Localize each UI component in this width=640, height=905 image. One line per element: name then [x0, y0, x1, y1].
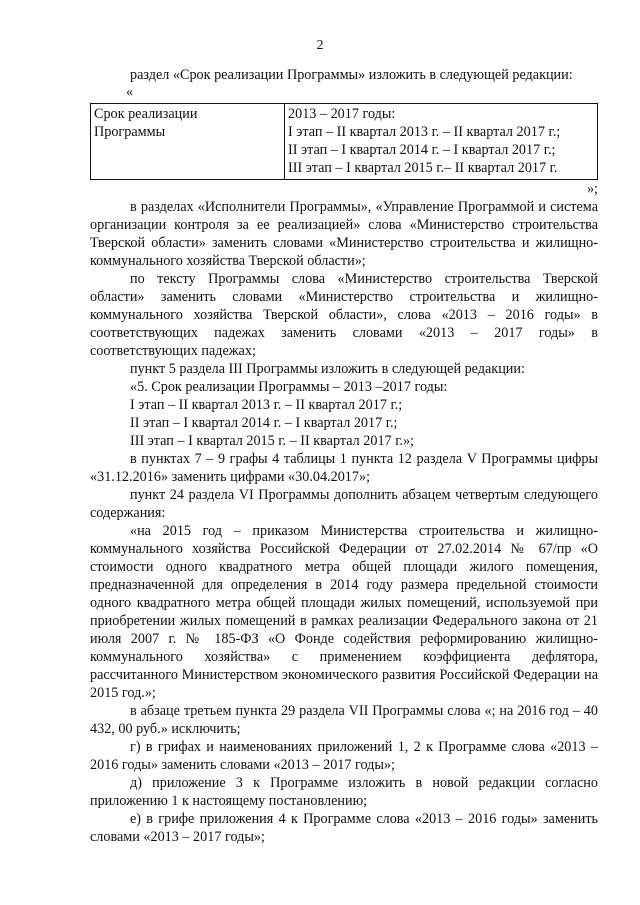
paragraph: III этап – I квартал 2015 г. – II квартал 2017 г.»;: [130, 433, 414, 449]
intro-paragraph: раздел «Срок реализации Программы» изложить в следующей редакции:: [130, 67, 573, 83]
label-line: Срок реализации: [94, 106, 198, 122]
value-line: II этап – I квартал 2014 г. – I квартал 2017 г.;: [288, 142, 556, 158]
program-term-table: [90, 103, 598, 180]
value-line: 2013 – 2017 годы:: [288, 106, 396, 122]
paragraph: «на 2015 год – приказом Министерства строительства и жилищно-коммунального хозяйства Российской Федерации от 27.02.2014 № 67/пр «О стоимости одного квадратного метра общей площади жилого помещения, предназначенной для определения в 2014 году размера предельной стоимости одного квадратного метра общей площади жилых помещений, используемой при приобретении жилых помещений в рамках реализации Федерального закона от 21 июля 2007 г. № 185-ФЗ «О Фонде содействия реформированию жилищно-коммунального хозяйства» с применением коэффициента дефлятора, рассчитанного Министерством экономического развития Российской Федерации на 2015 год.»;: [90, 523, 598, 701]
value-line: I этап – II квартал 2013 г. – II квартал 2017 г.;: [288, 124, 561, 140]
value-line: III этап – I квартал 2015 г.– II квартал 2017 г.: [288, 160, 558, 176]
paragraph: пункт 5 раздела III Программы изложить в следующей редакции:: [130, 361, 525, 377]
paragraph: в разделах «Исполнители Программы», «Управление Программой и система организации контроля за ее реализацией» слова «Министерство строительства Тверской области» заменить словами «Министерство строительства и жилищно-коммунального хозяйства Тверской области»;: [90, 199, 598, 269]
table-cell-label: [91, 104, 285, 180]
paragraph: в абзаце третьем пункта 29 раздела VII Программы слова «; на 2016 год – 40 432, 00 руб.» исключить;: [90, 703, 598, 737]
paragraph: е) в грифе приложения 4 к Программе слова «2013 – 2016 годы» заменить словами «2013 – 2017 годы»;: [90, 811, 598, 845]
paragraph: II этап – I квартал 2014 г. – I квартал 2017 г.;: [130, 415, 398, 431]
paragraph: г) в грифах и наименованиях приложений 1, 2 к Программе слова «2013 – 2016 годы» заменить словами «2013 – 2017 годы»;: [90, 739, 598, 773]
label-line: Программы: [94, 124, 166, 140]
page-number: 2: [316, 38, 324, 53]
table-cell-value: [285, 104, 598, 180]
paragraph: «5. Срок реализации Программы – 2013 –2017 годы:: [130, 379, 448, 395]
opening-quote: «: [126, 84, 134, 100]
paragraph: пункт 24 раздела VI Программы дополнить абзацем четвертым следующего содержания:: [90, 487, 598, 521]
closing-quote: »;: [586, 181, 598, 197]
paragraph: в пунктах 7 – 9 графы 4 таблицы 1 пункта 12 раздела V Программы цифры «31.12.2016» заменить цифрами «30.04.2017»;: [90, 451, 598, 485]
paragraph: д) приложение 3 к Программе изложить в новой редакции согласно приложению 1 к настоящему постановлению;: [90, 775, 598, 809]
paragraph: I этап – II квартал 2013 г. – II квартал 2017 г.;: [130, 397, 403, 413]
paragraph: по тексту Программы слова «Министерство строительства Тверской области» заменить словами «Министерство строительства и жилищно-коммунального хозяйства Тверской области», слова «2013 – 2016 годы» в соответствующих падежах заменить словами «2013 – 2017 годы» в соответствующих падежах;: [90, 271, 598, 359]
document-body: [90, 66, 598, 846]
table-row: [91, 104, 598, 180]
